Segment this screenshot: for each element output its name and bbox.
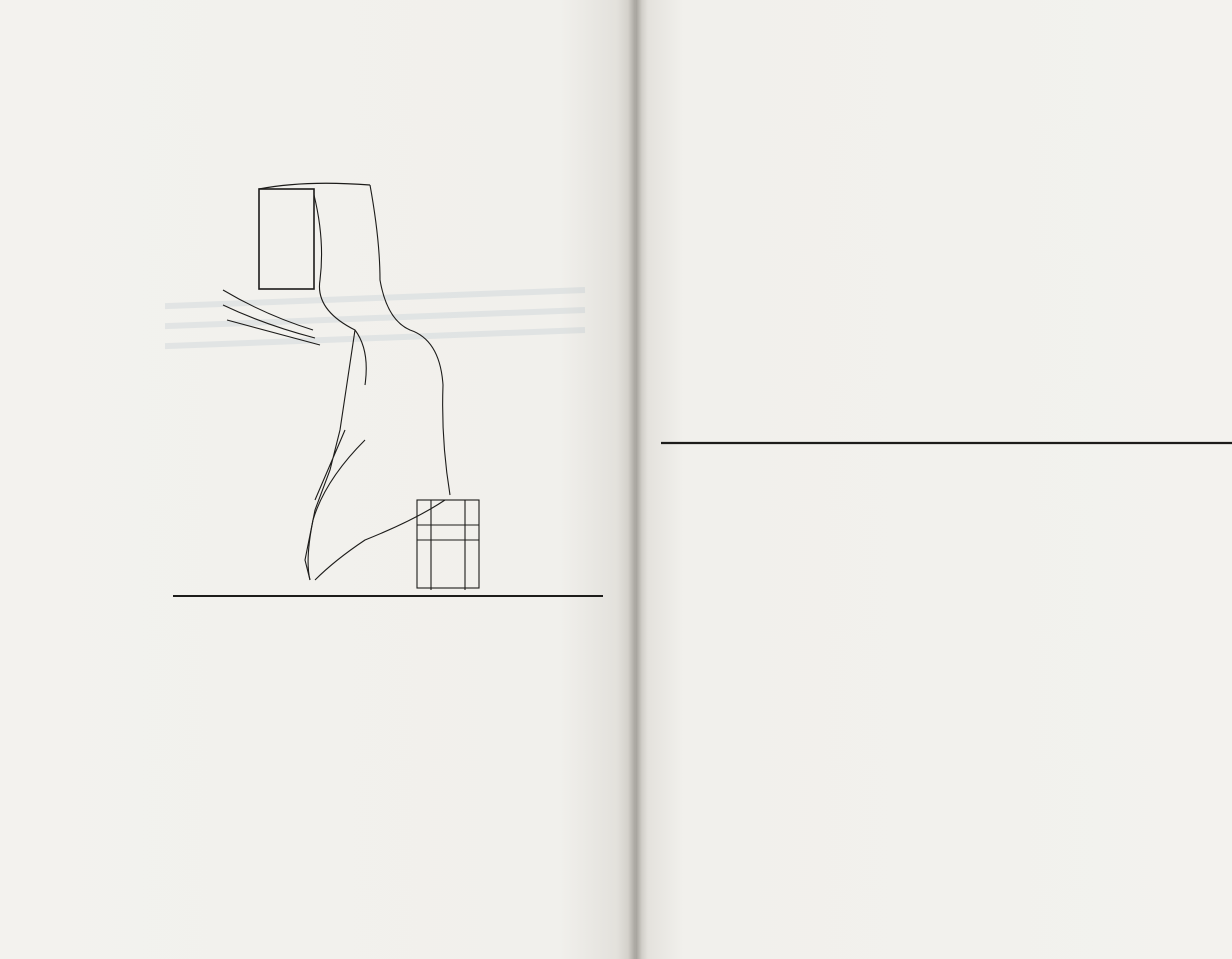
figure-16-horse-leg-oscillation (651, 244, 1232, 454)
book-gutter (628, 0, 642, 959)
right-page (636, 0, 1232, 959)
figure-15-inelastic-jump (165, 180, 605, 605)
